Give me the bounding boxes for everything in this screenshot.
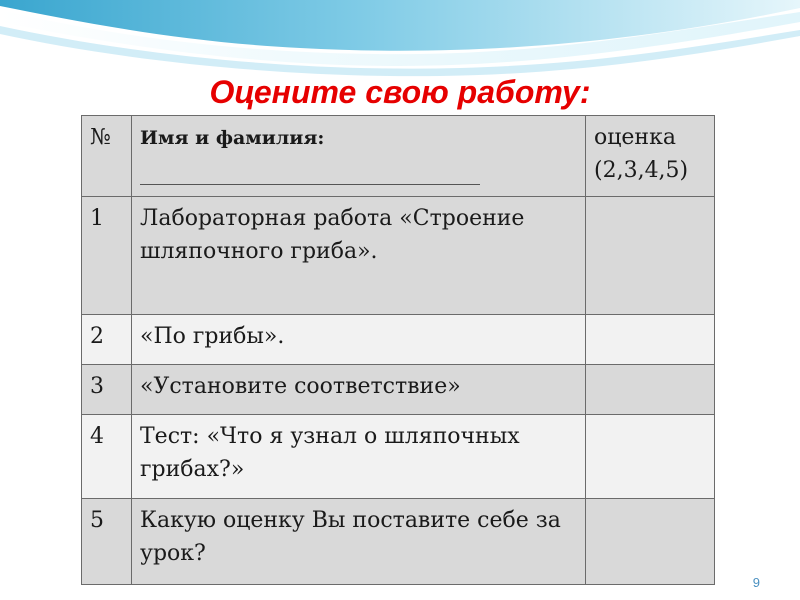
row-task: Лабораторная работа «Строение шляпочного гриба». [132,197,586,315]
self-assessment-table [81,115,715,585]
row-number: 3 [82,365,132,415]
row-task: «По грибы». [132,315,586,365]
table-row [82,499,715,585]
name-fill-line [140,184,480,185]
header-name-label: Имя и фамилия: [140,127,325,149]
table-row [82,315,715,365]
header-name-cell [132,116,586,197]
header-grade: оценка (2,3,4,5) [586,116,715,197]
row-number: 2 [82,315,132,365]
table-row [82,197,715,315]
table-row [82,365,715,415]
row-task: Тест: «Что я узнал о шляпочных грибах?» [132,415,586,499]
row-grade-cell[interactable] [586,197,715,315]
row-grade-cell[interactable] [586,499,715,585]
row-number: 5 [82,499,132,585]
row-grade-cell[interactable] [586,365,715,415]
table-row [82,415,715,499]
row-task: «Установите соответствие» [132,365,586,415]
table-header-row [82,116,715,197]
row-grade-cell[interactable] [586,415,715,499]
row-number: 4 [82,415,132,499]
row-task: Какую оценку Вы поставите себе за урок? [132,499,586,585]
row-number: 1 [82,197,132,315]
slide-title: Оцените свою работу: [209,74,591,110]
header-number: № [82,116,132,197]
slide-page-number: 9 [752,575,760,590]
row-grade-cell[interactable] [586,315,715,365]
